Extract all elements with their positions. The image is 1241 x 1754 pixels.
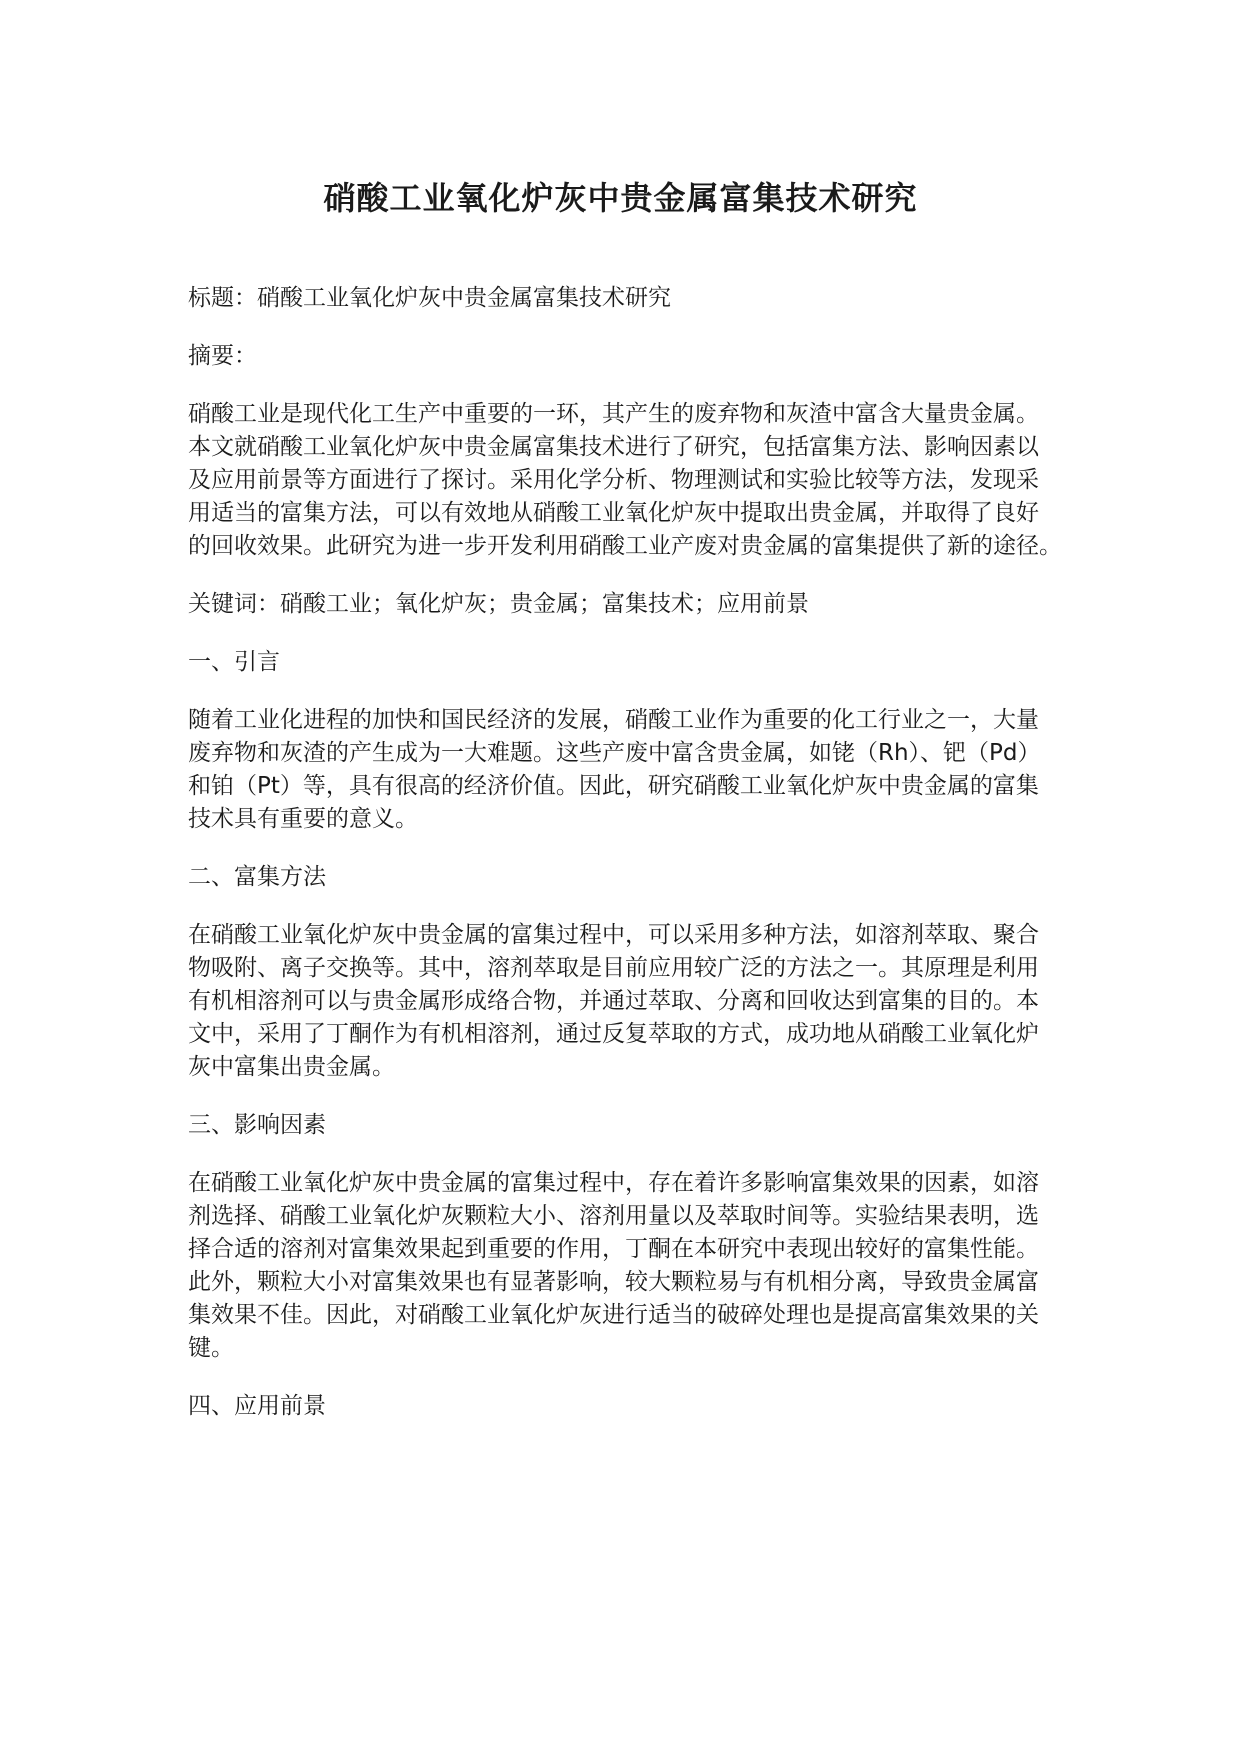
body-line: 废弃物和灰渣的产生成为一大难题。这些产废中富含贵金属，如铑（Rh）、钯（Pd） bbox=[188, 740, 1041, 766]
keywords-line: 关键词：硝酸工业；氧化炉灰；贵金属；富集技术；应用前景 bbox=[188, 591, 809, 617]
body-line: 物吸附、离子交换等。其中，溶剂萃取是目前应用较广泛的方法之一。其原理是利用 bbox=[188, 955, 1039, 981]
body-line: 剂选择、硝酸工业氧化炉灰颗粒大小、溶剂用量以及萃取时间等。实验结果表明，选 bbox=[188, 1203, 1039, 1229]
abstract-line: 本文就硝酸工业氧化炉灰中贵金属富集技术进行了研究，包括富集方法、影响因素以 bbox=[188, 434, 1039, 460]
body-line: 在硝酸工业氧化炉灰中贵金属的富集过程中，存在着许多影响富集效果的因素，如溶 bbox=[188, 1170, 1039, 1196]
abstract-line: 用适当的富集方法，可以有效地从硝酸工业氧化炉灰中提取出贵金属，并取得了良好 bbox=[188, 500, 1039, 526]
body-line: 文中，采用了丁酮作为有机相溶剂，通过反复萃取的方式，成功地从硝酸工业氧化炉 bbox=[188, 1021, 1039, 1047]
abstract-label: 摘要： bbox=[188, 343, 257, 369]
body-line: 在硝酸工业氧化炉灰中贵金属的富集过程中，可以采用多种方法，如溶剂萃取、聚合 bbox=[188, 922, 1039, 948]
abstract-line: 的回收效果。此研究为进一步开发利用硝酸工业产废对贵金属的富集提供了新的途径。 bbox=[188, 533, 1062, 559]
body-line: 键。 bbox=[188, 1335, 234, 1361]
body-line: 此外，颗粒大小对富集效果也有显著影响，较大颗粒易与有机相分离，导致贵金属富 bbox=[188, 1269, 1039, 1295]
document-body bbox=[188, 282, 1068, 1448]
section-heading-prospects: 四、应用前景 bbox=[188, 1393, 326, 1419]
body-line: 有机相溶剂可以与贵金属形成络合物，并通过萃取、分离和回收达到富集的目的。本 bbox=[188, 988, 1039, 1014]
abstract-line: 硝酸工业是现代化工生产中重要的一环，其产生的废弃物和灰渣中富含大量贵金属。 bbox=[188, 401, 1039, 427]
section-paragraph-methods bbox=[188, 919, 1068, 1084]
section-paragraph-introduction bbox=[188, 704, 1068, 836]
abstract-paragraph bbox=[188, 398, 1068, 563]
section-paragraph-factors bbox=[188, 1167, 1068, 1365]
body-line: 和铂（Pt）等，具有很高的经济价值。因此，研究硝酸工业氧化炉灰中贵金属的富集 bbox=[188, 773, 1039, 799]
body-line: 择合适的溶剂对富集效果起到重要的作用，丁酮在本研究中表现出较好的富集性能。 bbox=[188, 1236, 1039, 1262]
body-line: 灰中富集出贵金属。 bbox=[188, 1054, 395, 1080]
section-heading-factors: 三、影响因素 bbox=[188, 1112, 326, 1138]
section-heading-introduction: 一、引言 bbox=[188, 649, 280, 675]
section-heading-methods: 二、富集方法 bbox=[188, 864, 326, 890]
body-line: 集效果不佳。因此，对硝酸工业氧化炉灰进行适当的破碎处理也是提高富集效果的关 bbox=[188, 1302, 1039, 1328]
body-line: 随着工业化进程的加快和国民经济的发展，硝酸工业作为重要的化工行业之一，大量 bbox=[188, 707, 1039, 733]
body-line: 技术具有重要的意义。 bbox=[188, 806, 418, 832]
title-line: 标题：硝酸工业氧化炉灰中贵金属富集技术研究 bbox=[188, 285, 671, 311]
document-title: 硝酸工业氧化炉灰中贵金属富集技术研究 bbox=[323, 179, 918, 217]
abstract-line: 及应用前景等方面进行了探讨。采用化学分析、物理测试和实验比较等方法，发现采 bbox=[188, 467, 1039, 493]
